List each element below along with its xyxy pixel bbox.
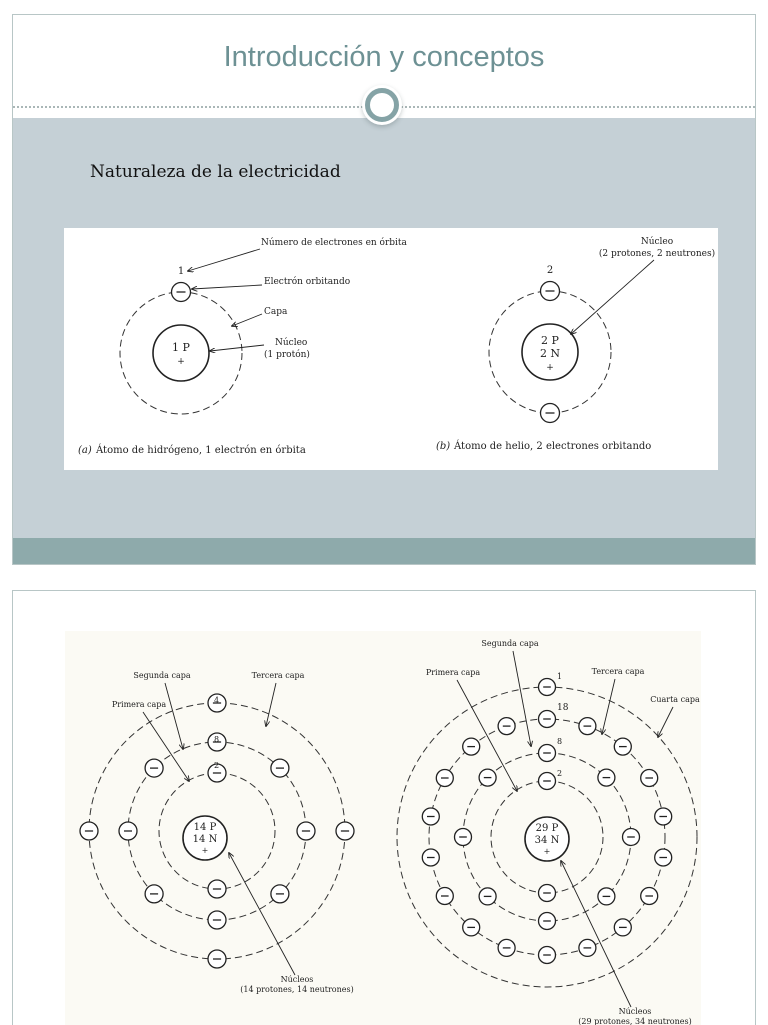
electron-icon — [641, 770, 658, 787]
label-copper-fourth-shell: Cuarta capa — [650, 695, 700, 704]
electron-icon — [208, 950, 226, 968]
electron-icon — [539, 711, 556, 728]
slide-title: Introducción y conceptos — [223, 41, 545, 73]
electron-icon — [172, 283, 191, 302]
electron-icon — [463, 738, 480, 755]
electron-icon — [271, 759, 289, 777]
copper-count-first: 2 — [557, 769, 563, 778]
electron-icon — [145, 885, 163, 903]
electron-icon — [539, 773, 556, 790]
silicon-nucleus-plus: + — [201, 846, 209, 855]
helium-nucleus-plus: + — [546, 363, 554, 373]
silicon-count-second: 8 — [214, 735, 220, 744]
label-silicon-third-shell: Tercera capa — [251, 671, 305, 680]
copper-nucleus-plus: + — [543, 847, 551, 856]
electron-icon — [208, 911, 226, 929]
label-helium-nucleus: Núcleo — [640, 237, 674, 247]
electron-icon — [541, 282, 560, 301]
copper-nucleus-label-n: 34 N — [534, 835, 560, 846]
electron-icon — [655, 849, 672, 866]
helium-nucleus-label-n: 2 N — [539, 347, 561, 360]
electron-icon — [498, 718, 515, 735]
hydrogen-shell-count: 1 — [177, 266, 185, 277]
label-silicon-first-shell: Primera capa — [111, 700, 167, 709]
electron-icon — [80, 822, 98, 840]
electron-icon — [297, 822, 315, 840]
electron-icon — [655, 808, 672, 825]
silicon-nucleus-label-p: 14 P — [193, 822, 217, 833]
label-silicon-nuclei: Núcleos — [280, 975, 314, 984]
electron-icon — [422, 808, 439, 825]
label-copper-nuclei-detail: (29 protones, 34 neutrones) — [578, 1017, 692, 1025]
helium-atom — [436, 236, 715, 452]
label-orbiting-electron: Electrón orbitando — [264, 277, 351, 287]
hydrogen-nucleus-label: 1 P — [172, 341, 190, 354]
atom-diagram-figure — [64, 228, 718, 470]
electron-icon — [479, 888, 496, 905]
helium-shell-count: 2 — [546, 265, 554, 276]
label-electron-count: Número de electrones en órbita — [261, 238, 407, 248]
copper-count-fourth: 1 — [557, 672, 563, 681]
label-copper-first-shell: Primera capa — [425, 668, 481, 677]
electron-icon — [422, 849, 439, 866]
electron-icon — [579, 718, 596, 735]
electron-icon — [436, 888, 453, 905]
label-nucleus-detail: (1 protón) — [264, 350, 310, 360]
caption-hydrogen: Átomo de hidrógeno, 1 electrón en órbita — [96, 445, 306, 456]
electron-icon — [579, 939, 596, 956]
electron-icon — [598, 888, 615, 905]
silicon-count-first: 2 — [214, 761, 220, 770]
caption-hydrogen-prefix: (a) — [78, 445, 92, 456]
caption-helium: Átomo de helio, 2 electrones orbitando — [454, 441, 652, 452]
label-helium-nucleus-detail: (2 protones, 2 neutrones) — [598, 249, 716, 259]
electron-icon — [539, 745, 556, 762]
electron-icon — [463, 919, 480, 936]
silicon-count-third: 4 — [214, 696, 220, 705]
silicon-atom — [80, 671, 354, 994]
slide-1 — [12, 14, 756, 565]
copper-count-third: 18 — [557, 703, 569, 713]
electron-icon — [614, 919, 631, 936]
section-heading: Naturaleza de la electricidad — [90, 162, 341, 182]
label-silicon-nuclei-detail: (14 protones, 14 neutrones) — [240, 985, 354, 994]
electron-icon — [541, 404, 560, 423]
electron-icon — [598, 769, 615, 786]
hydrogen-atom — [78, 237, 408, 456]
slide-2 — [12, 590, 756, 1025]
electron-icon — [119, 822, 137, 840]
label-copper-third-shell: Tercera capa — [591, 667, 645, 676]
ring-ornament-icon — [365, 88, 399, 122]
copper-atom — [397, 639, 700, 1025]
electron-icon — [436, 770, 453, 787]
label-copper-second-shell: Segunda capa — [481, 639, 539, 648]
silicon-nucleus-label-n: 14 N — [192, 834, 218, 845]
electron-icon — [539, 885, 556, 902]
electron-icon — [145, 759, 163, 777]
electron-icon — [623, 829, 640, 846]
electron-icon — [336, 822, 354, 840]
electron-icon — [614, 738, 631, 755]
copper-count-second: 8 — [557, 737, 563, 746]
electron-icon — [455, 829, 472, 846]
label-shell: Capa — [264, 307, 288, 317]
helium-nucleus-label-p: 2 P — [541, 334, 559, 347]
electron-icon — [641, 888, 658, 905]
electron-icon — [479, 769, 496, 786]
electron-icon — [498, 939, 515, 956]
copper-nucleus-label-p: 29 P — [535, 823, 559, 834]
hydrogen-nucleus-plus: + — [177, 357, 185, 367]
electron-icon — [208, 880, 226, 898]
label-silicon-second-shell: Segunda capa — [133, 671, 191, 680]
electron-icon — [271, 885, 289, 903]
caption-helium-prefix: (b) — [436, 441, 451, 452]
label-copper-nuclei: Núcleos — [618, 1007, 652, 1016]
slide-footer-bar — [13, 538, 755, 564]
label-nucleus: Núcleo — [275, 338, 308, 348]
electron-icon — [539, 679, 556, 696]
shell-diagram-figure — [65, 631, 701, 1025]
electron-icon — [539, 947, 556, 964]
electron-icon — [539, 913, 556, 930]
